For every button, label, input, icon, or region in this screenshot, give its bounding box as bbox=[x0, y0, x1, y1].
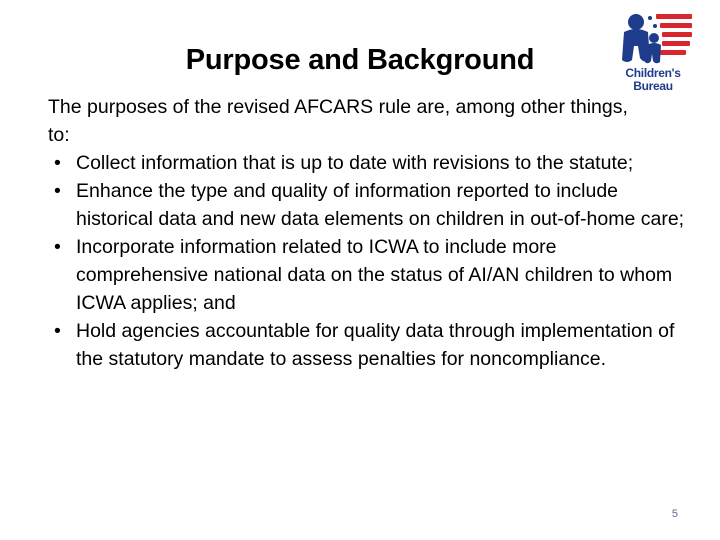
bullet-icon: • bbox=[54, 152, 61, 174]
bullet-list bbox=[48, 149, 688, 373]
bullet-text: Enhance the type and quality of information reported to include historical data and new data elements on children in out-of-home care; bbox=[76, 180, 685, 230]
bullet-text: Incorporate information related to ICWA to include more comprehensive national data on the status of AI/AN children to whom ICWA applies; and bbox=[76, 236, 673, 314]
slide-body bbox=[48, 93, 688, 373]
page-number: 5 bbox=[671, 508, 678, 520]
bullet-item bbox=[48, 317, 688, 373]
intro-text: The purposes of the revised AFCARS rule are, among other things, to: bbox=[48, 96, 628, 146]
bullet-text: Collect information that is up to date with revisions to the statute; bbox=[76, 152, 634, 174]
bullet-icon: • bbox=[54, 320, 61, 342]
childrens-bureau-logo bbox=[610, 10, 696, 94]
logo-text-line1: Children's bbox=[625, 66, 681, 80]
logo-text-line2: Bureau bbox=[633, 79, 673, 93]
bullet-icon: • bbox=[54, 236, 61, 258]
bullet-item bbox=[48, 233, 688, 317]
bullet-item bbox=[48, 149, 688, 177]
bullet-icon: • bbox=[54, 180, 61, 202]
bullet-text: Hold agencies accountable for quality data through implementation of the statutory mandate to assess penalties for noncompliance. bbox=[76, 320, 675, 370]
logo-text bbox=[610, 67, 696, 93]
bullet-item bbox=[48, 177, 688, 233]
slide-title: Purpose and Background bbox=[185, 44, 535, 76]
childrens-bureau-logo-icon bbox=[610, 10, 696, 66]
